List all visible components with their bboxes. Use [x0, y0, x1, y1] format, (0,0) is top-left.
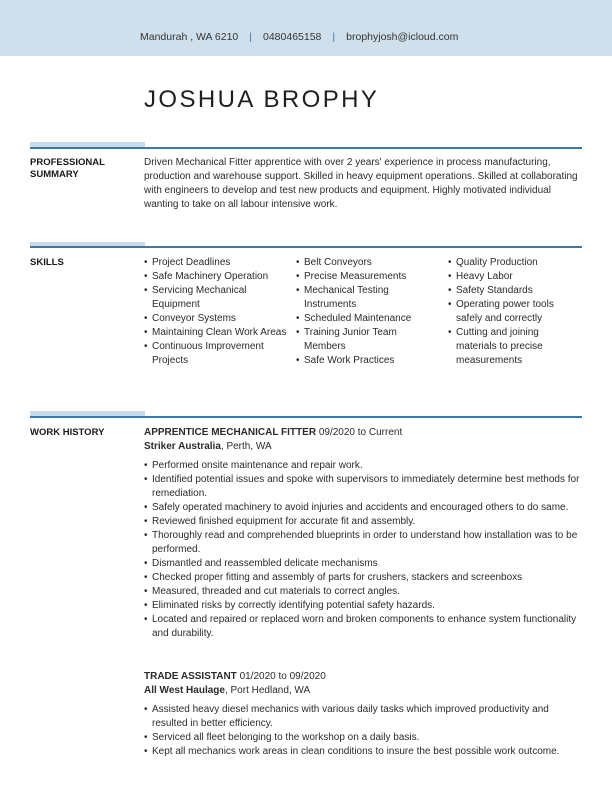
skill-item: • Project Deadlines [144, 256, 292, 270]
skill-item: • Training Junior Team Members [296, 326, 436, 354]
skill-item: • Quality Production [448, 256, 578, 270]
contact-line [140, 31, 458, 43]
skills-column-3 [448, 256, 578, 368]
work-divider [30, 416, 582, 418]
skills-heading: SKILLS [30, 257, 64, 268]
duty-item: • Performed onsite maintenance and repair work. [144, 459, 586, 473]
duty-item: • Measured, threaded and cut materials to correct angles. [144, 585, 586, 599]
job-entry [144, 670, 586, 759]
skill-item: • Operating power tools safely and correctly [448, 298, 578, 326]
skill-item: • Safe Work Practices [296, 354, 436, 368]
skills-divider [30, 246, 582, 248]
duty-item: • Dismantled and reassembled delicate mechanisms [144, 557, 586, 571]
duty-item: • Reviewed finished equipment for accurate fit and assembly. [144, 515, 586, 529]
job-company-line [144, 684, 586, 698]
contact-location: Mandurah , WA 6210 [140, 31, 239, 43]
skill-item: • Continuous Improvement Projects [144, 340, 292, 368]
duty-item: • Kept all mechanics work areas in clean conditions to insure the best possible work outcome. [144, 745, 586, 759]
summary-heading: PROFESSIONAL SUMMARY [30, 157, 105, 180]
skill-item: • Scheduled Maintenance [296, 312, 436, 326]
duty-item: • Eliminated risks by correctly identifying potential safety hazards. [144, 599, 586, 613]
skill-item: • Mechanical Testing Instruments [296, 284, 436, 312]
summary-divider [30, 147, 582, 149]
job-duties [144, 703, 586, 759]
summary-text: Driven Mechanical Fitter apprentice with over 2 years' experience in process manufacturing, production and warehouse support. Skilled in heavy equipment operations. Skilled at collaborating with engineers to develop and test new products and equipment. Highly motivated individual wanting to take on all labour intensive work. [144, 157, 578, 210]
job-location: , Port Hedland, WA [224, 685, 311, 696]
job-company-line [144, 440, 586, 454]
duty-item: • Identified potential issues and spoke with supervisors to immediately determine best methods for remediation. [144, 473, 586, 501]
job-entry [144, 426, 586, 641]
job-dates: 09/2020 to Current [318, 427, 403, 438]
duty-item: • Safely operated machinery to avoid injuries and accidents and encouraged others to do same. [144, 501, 586, 515]
duty-item: • Located and repaired or replaced worn and broken components to enhance system functionality and durability. [144, 613, 586, 641]
skill-item: • Safety Standards [448, 284, 578, 298]
job-title-line [144, 426, 586, 440]
duty-item: • Thoroughly read and comprehended blueprints in order to understand how installation was to be performed. [144, 529, 586, 557]
skills-column-1 [144, 256, 292, 368]
contact-email: brophyjosh@icloud.com [346, 31, 459, 43]
candidate-name: JOSHUA BROPHY [144, 86, 380, 113]
skill-item: • Cutting and joining materials to precise measurements [448, 326, 578, 368]
job-title: APPRENTICE MECHANICAL FITTER [144, 427, 317, 438]
job-location: , Perth, WA [220, 441, 272, 452]
duty-item: • Serviced all fleet belonging to the workshop on a daily basis. [144, 731, 586, 745]
job-dates: 01/2020 to 09/2020 [239, 671, 326, 682]
contact-separator: | [249, 31, 252, 43]
job-company: All West Haulage [144, 685, 225, 696]
skill-item: • Safe Machinery Operation [144, 270, 292, 284]
duty-item: • Checked proper fitting and assembly of parts for crushers, stackers and screenboxs [144, 571, 586, 585]
header-band [0, 0, 612, 56]
skill-item: • Belt Conveyors [296, 256, 436, 270]
job-title-line [144, 670, 586, 684]
job-company: Striker Australia [144, 441, 221, 452]
skill-item: • Conveyor Systems [144, 312, 292, 326]
duty-item: • Assisted heavy diesel mechanics with various daily tasks which improved productivity and resulted in better efficiency. [144, 703, 586, 731]
job-title: TRADE ASSISTANT [144, 671, 237, 682]
skill-item: • Precise Measurements [296, 270, 436, 284]
skill-item: • Heavy Labor [448, 270, 578, 284]
contact-separator: | [332, 31, 336, 43]
work-heading: WORK HISTORY [30, 427, 105, 438]
skills-column-2 [296, 256, 436, 368]
skill-item: • Maintaining Clean Work Areas [144, 326, 292, 340]
job-duties [144, 459, 586, 641]
contact-phone: 0480465158 [263, 31, 322, 43]
skill-item: • Servicing Mechanical Equipment [144, 284, 292, 312]
